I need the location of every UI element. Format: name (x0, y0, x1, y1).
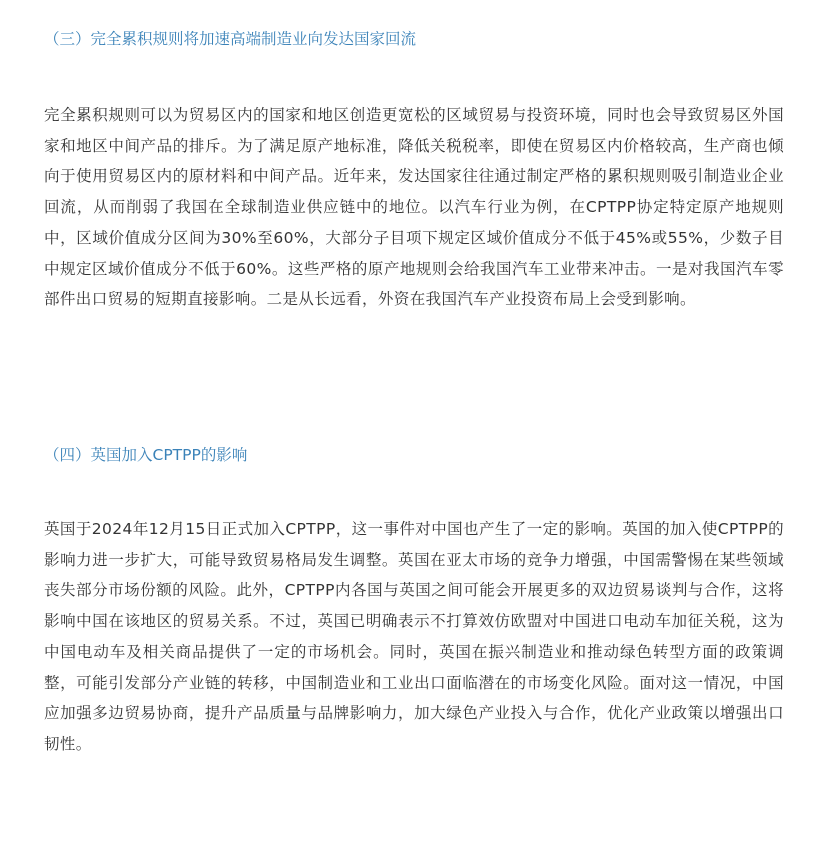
section-paragraph-4: 英国于2024年12月15日正式加入CPTPP，这一事件对中国也产生了一定的影响。英国的加入使CPTPP的影响力进一步扩大，可能导致贸易格局发生调整。英国在亚太市场的竞争力增强，中国需警惕在某些领域丧失部分市场份额的风险。此外，CPTPP内各国与英国之间可能会开展更多的双边贸易谈判与合作，这将影响中国在该地区的贸易关系。不过，英国已明确表示不打算效仿欧盟对中国进口电动车加征关税，这为中国电动车及相关商品提供了一定的市场机会。同时，英国在振兴制造业和推动绿色转型方面的政策调整，可能引发部分产业链的转移，中国制造业和工业出口面临潜在的市场变化风险。面对这一情况，中国应加强多边贸易协商，提升产品质量与品牌影响力，加大绿色产业投入与合作，优化产业政策以增强出口韧性。 (44, 520, 784, 753)
section-heading-4: （四）英国加入CPTPP的影响 (44, 446, 248, 464)
section-paragraph-3: 完全累积规则可以为贸易区内的国家和地区创造更宽松的区域贸易与投资环境，同时也会导致贸易区外国家和地区中间产品的排斥。为了满足原产地标准，降低关税税率，即使在贸易区内价格较高，生产商也倾向于使用贸易区内的原材料和中间产品。近年来，发达国家往往通过制定严格的累积规则吸引制造业企业回流，从而削弱了我国在全球制造业供应链中的地位。以汽车行业为例，在CPTPP协定特定原产地规则中，区域价值成分区间为30%至60%，大部分子目项下规定区域价值成分不低于45%或55%，少数子目中规定区域价值成分不低于60%。这些严格的原产地规则会给我国汽车工业带来冲击。一是对我国汽车零部件出口贸易的短期直接影响。二是从长远看，外资在我国汽车产业投资布局上会受到影响。 (44, 106, 784, 309)
section-heading-3: （三）完全累积规则将加速高端制造业向发达国家回流 (44, 30, 417, 48)
